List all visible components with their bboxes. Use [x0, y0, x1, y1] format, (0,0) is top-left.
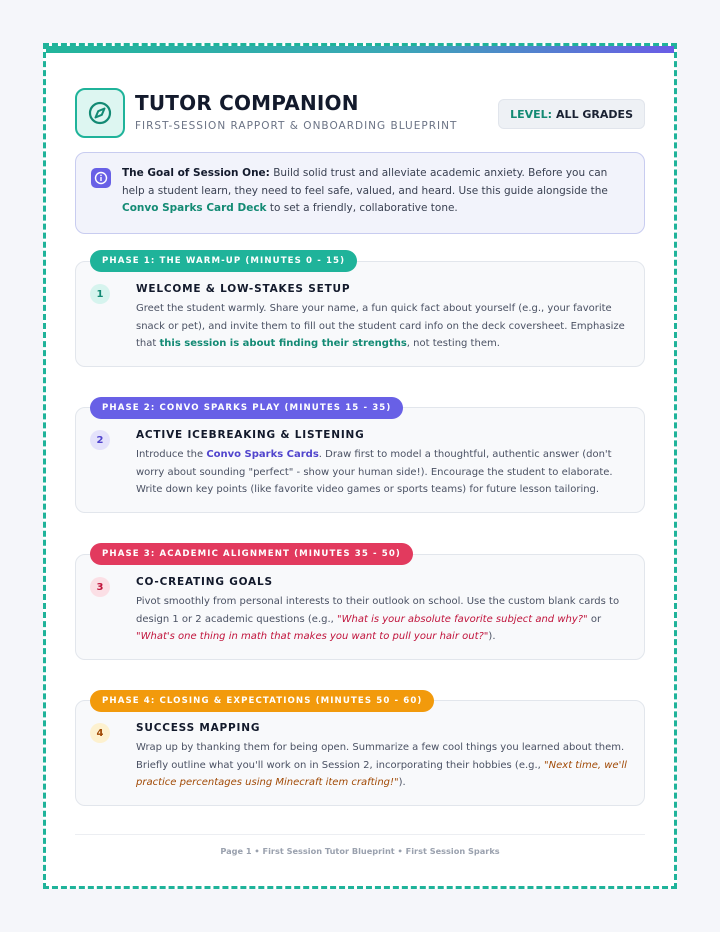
- level-value: ALL GRADES: [556, 107, 633, 121]
- goal-text: [122, 165, 626, 218]
- step-number: 2: [90, 430, 110, 450]
- phase-card-4: [75, 700, 645, 806]
- goal-lead: The Goal of Session One:: [122, 167, 270, 179]
- phase-title: ACTIVE ICEBREAKING & LISTENING: [136, 429, 365, 441]
- phase-quote: "What is your absolute favorite subject and why?": [337, 613, 588, 625]
- phase-body: [136, 593, 630, 646]
- phase-pill-1: PHASE 1: THE WARM-UP (MINUTES 0 - 15): [90, 250, 357, 272]
- phase-body-text: ).: [398, 777, 406, 788]
- compass-icon: [75, 88, 125, 138]
- phase-body-text: ).: [488, 631, 496, 642]
- phase-body-text: , not testing them.: [406, 338, 500, 349]
- phase-card-1: [75, 261, 645, 367]
- phase-body: [136, 739, 630, 792]
- phase-body: [136, 446, 630, 499]
- phase-body-text: Pivot smoothly from personal interests to their outlook on school. Use the custom blank cards to design 1 or 2 academic questions (e.g.,: [136, 596, 620, 625]
- phase-body-text: Introduce the: [136, 449, 207, 460]
- phase-title: WELCOME & LOW-STAKES SETUP: [136, 283, 351, 295]
- page-subtitle: FIRST-SESSION RAPPORT & ONBOARDING BLUEPRINT: [135, 120, 458, 132]
- phase-highlight: Convo Sparks Cards: [206, 449, 319, 460]
- footer-divider: [75, 834, 645, 835]
- phase-pill-2: PHASE 2: CONVO SPARKS PLAY (MINUTES 15 - 35): [90, 397, 403, 419]
- phase-body-text: Wrap up by thanking them for being open. Summarize a few cool things you learned about them. Briefly outline what you'll work on in Session 2, incorporating their hobbies (e.g.,: [136, 742, 625, 771]
- goal-deck-link: Convo Sparks Card Deck: [122, 202, 267, 214]
- page-footer: Page 1 • First Session Tutor Blueprint • First Session Sparks: [220, 846, 500, 856]
- phase-highlight: this session is about finding their strengths: [159, 338, 407, 349]
- phase-quote: "Next time, we'll practice percentages using Minecraft item crafting!": [136, 759, 627, 788]
- phase-pill-3: PHASE 3: ACADEMIC ALIGNMENT (MINUTES 35 - 50): [90, 543, 413, 565]
- goal-body-1: Build solid trust and alleviate academic anxiety. Before you can help a student learn, they need to feel safe, valued, and heard. Use this guide alongside the: [122, 167, 608, 197]
- phase-card-3: [75, 554, 645, 660]
- phase-title: SUCCESS MAPPING: [136, 722, 261, 734]
- phase-body-text: Greet the student warmly. Share your name, a fun quick fact about yourself (e.g., your favorite snack or pet), and invite them to fill out the student card info on the deck coversheet. Emphasize that: [136, 303, 625, 349]
- goal-body-2: to set a friendly, collaborative tone.: [266, 202, 458, 214]
- header: [75, 88, 645, 140]
- info-icon: [91, 168, 111, 188]
- phase-quote: "What's one thing in math that makes you want to pull your hair out?": [136, 631, 489, 642]
- step-number: 4: [90, 723, 110, 743]
- page-frame: [43, 43, 677, 889]
- step-number: 3: [90, 577, 110, 597]
- phase-card-2: [75, 407, 645, 513]
- phase-body: [136, 300, 630, 353]
- level-badge: [498, 99, 645, 129]
- phase-pill-4: PHASE 4: CLOSING & EXPECTATIONS (MINUTES 50 - 60): [90, 690, 434, 712]
- phase-body-text: . Draw first to model a thoughtful, authentic answer (don't worry about sounding "perfect" - show your human side!). Encourage the student to elaborate. Write down key points (like favorite video games or sports teams) for future lesson tailoring.: [136, 449, 613, 495]
- level-label: LEVEL:: [510, 107, 553, 121]
- phase-body-text: or: [587, 613, 602, 625]
- page-title: TUTOR COMPANION: [135, 91, 359, 115]
- accent-bar: [46, 46, 674, 53]
- step-number: 1: [90, 284, 110, 304]
- phase-title: CO-CREATING GOALS: [136, 576, 273, 588]
- goal-callout: [75, 152, 645, 234]
